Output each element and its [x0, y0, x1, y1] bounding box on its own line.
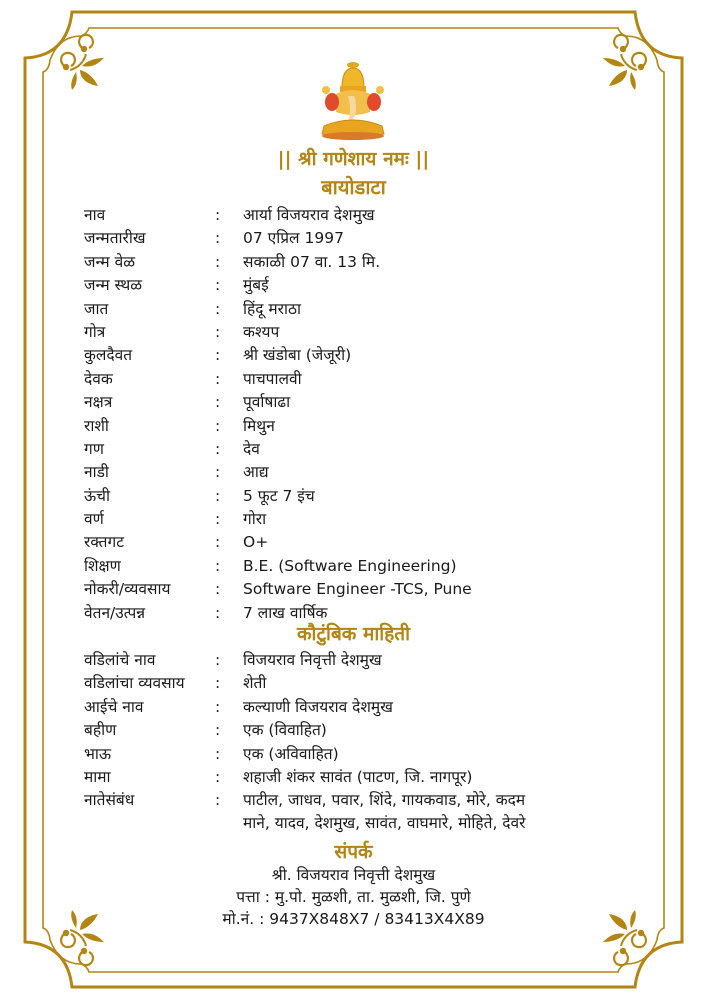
- row-value-continued: माने, यादव, देशमुख, सावंत, वाघमारे, मोहिते, देवरे: [243, 814, 526, 833]
- family-row-mother-name: [84, 696, 644, 719]
- row-label: बहीण: [84, 721, 117, 740]
- row-value: आद्य: [243, 463, 269, 482]
- detail-row-height: [84, 485, 644, 508]
- row-separator: :: [215, 322, 221, 341]
- row-separator: :: [215, 346, 221, 365]
- detail-row-devak: [84, 368, 644, 391]
- row-separator: :: [215, 767, 221, 786]
- row-separator: :: [215, 276, 221, 295]
- row-value: मुंबई: [243, 276, 269, 295]
- row-value: कल्याणी विजयराव देशमुख: [243, 697, 393, 716]
- row-value: देव: [243, 439, 260, 458]
- family-row-sister: [84, 719, 644, 742]
- ganesha-idol-icon: [318, 60, 388, 142]
- row-separator: :: [215, 416, 221, 435]
- row-value: एक (विवाहित): [243, 721, 327, 740]
- family-row-relatives: [84, 789, 644, 835]
- family-row-brother: [84, 743, 644, 766]
- row-value: विजयराव निवृत्ती देशमुख: [243, 651, 382, 669]
- contact-phone: मो.नं. : 9437X848X7 / 83413X4X89: [222, 910, 485, 928]
- row-label: नाडी: [84, 463, 109, 482]
- row-label: जन्मतारीख: [84, 229, 146, 248]
- contact-name: श्री. विजयराव निवृत्ती देशमुख: [271, 866, 436, 884]
- row-label: नोकरी/व्यवसाय: [84, 580, 171, 599]
- detail-row-nakshatra: [84, 391, 644, 414]
- row-separator: :: [215, 510, 221, 529]
- row-separator: :: [215, 206, 221, 224]
- row-label: वेतन/उत्पन्न: [84, 603, 146, 622]
- row-separator: :: [215, 791, 221, 810]
- row-label: कुलदैवत: [84, 346, 133, 365]
- row-value: श्री खंडोबा (जेजूरी): [243, 346, 352, 365]
- row-value: O+: [243, 533, 269, 552]
- row-value: कश्यप: [243, 322, 280, 341]
- row-label: राशी: [84, 416, 109, 435]
- corner-ornament-top-right-icon: [603, 35, 646, 90]
- row-label: रक्तगट: [84, 533, 125, 552]
- family-section-heading: कौटुंबिक माहिती: [296, 623, 411, 645]
- invocation-heading: || श्री गणेशाय नमः ||: [277, 148, 430, 170]
- row-value: पाचपालवी: [243, 369, 302, 388]
- row-value: एक (अविवाहित): [243, 744, 339, 763]
- row-separator: :: [215, 393, 221, 412]
- row-separator: :: [215, 299, 221, 318]
- personal-details: [84, 204, 644, 625]
- row-label: देवक: [84, 369, 113, 388]
- row-value: पाटील, जाधव, पवार, शिंदे, गायकवाड, मोरे, कदम: [243, 791, 526, 810]
- detail-row-complexion: [84, 508, 644, 531]
- row-value: 7 लाख वार्षिक: [243, 603, 328, 622]
- row-value: Software Engineer -TCS, Pune: [243, 580, 472, 599]
- row-value: 07 एप्रिल 1997: [243, 229, 344, 248]
- detail-row-gan: [84, 438, 644, 461]
- detail-row-birthplace: [84, 274, 644, 297]
- row-separator: :: [215, 651, 221, 669]
- family-row-father-occupation: [84, 672, 644, 695]
- row-label: वडिलांचा व्यवसाय: [84, 674, 185, 693]
- detail-row-blood-group: [84, 531, 644, 554]
- row-separator: :: [215, 533, 221, 552]
- row-separator: :: [215, 439, 221, 458]
- contact-section-heading: संपर्क: [334, 841, 373, 863]
- row-label: मामा: [84, 767, 111, 786]
- row-label: नातेसंबंध: [84, 791, 135, 810]
- detail-row-gotra: [84, 321, 644, 344]
- row-separator: :: [215, 229, 221, 248]
- detail-row-name: [84, 204, 644, 227]
- family-details: [84, 649, 644, 835]
- row-label: गण: [84, 439, 104, 458]
- row-label: भाऊ: [84, 744, 112, 763]
- row-label: वडिलांचे नाव: [84, 651, 156, 669]
- row-separator: :: [215, 252, 221, 271]
- row-label: जात: [84, 299, 109, 318]
- row-separator: :: [215, 580, 221, 599]
- row-value: शेती: [243, 674, 267, 693]
- detail-row-education: [84, 555, 644, 578]
- row-value: शहाजी शंकर सावंत (पाटण, जि. नागपूर): [243, 767, 473, 786]
- row-separator: :: [215, 369, 221, 388]
- row-separator: :: [215, 603, 221, 622]
- row-label: आईचे नाव: [84, 697, 144, 716]
- row-label: नाव: [84, 206, 106, 224]
- detail-row-kuldaivat: [84, 344, 644, 367]
- row-label: ऊंची: [84, 486, 111, 505]
- row-value: 5 फूट 7 इंच: [243, 486, 315, 505]
- detail-row-occupation: [84, 578, 644, 601]
- row-separator: :: [215, 463, 221, 482]
- page-title: बायोडाटा: [321, 175, 386, 199]
- row-label: वर्ण: [84, 510, 104, 529]
- detail-row-caste: [84, 298, 644, 321]
- row-value: मिथुन: [243, 416, 275, 435]
- row-separator: :: [215, 486, 221, 505]
- row-label: नक्षत्र: [84, 393, 113, 412]
- contact-block: [0, 864, 707, 930]
- family-row-maternal-uncle: [84, 766, 644, 789]
- row-separator: :: [215, 556, 221, 575]
- detail-row-birthtime: [84, 251, 644, 274]
- row-separator: :: [215, 744, 221, 763]
- row-value: हिंदू मराठा: [243, 299, 302, 318]
- row-value: B.E. (Software Engineering): [243, 556, 457, 575]
- row-label: जन्म स्थळ: [84, 276, 143, 295]
- row-label: जन्म वेळ: [84, 252, 136, 271]
- row-value: पूर्वाषाढा: [243, 393, 291, 412]
- row-separator: :: [215, 697, 221, 716]
- row-separator: :: [215, 674, 221, 693]
- row-value: सकाळी 07 वा. 13 मि.: [243, 252, 381, 271]
- row-label: शिक्षण: [84, 556, 121, 575]
- contact-address: पत्ता : मु.पो. मुळशी, ता. मुळशी, जि. पुणे: [236, 888, 471, 906]
- row-value: गोरा: [243, 510, 267, 529]
- corner-ornament-top-left-icon: [61, 35, 104, 90]
- row-separator: :: [215, 721, 221, 740]
- detail-row-nadi: [84, 461, 644, 484]
- row-value: आर्या विजयराव देशमुख: [243, 206, 375, 224]
- detail-row-rashi: [84, 415, 644, 438]
- family-row-father-name: [84, 649, 644, 672]
- detail-row-birthdate: [84, 227, 644, 250]
- row-label: गोत्र: [84, 322, 106, 341]
